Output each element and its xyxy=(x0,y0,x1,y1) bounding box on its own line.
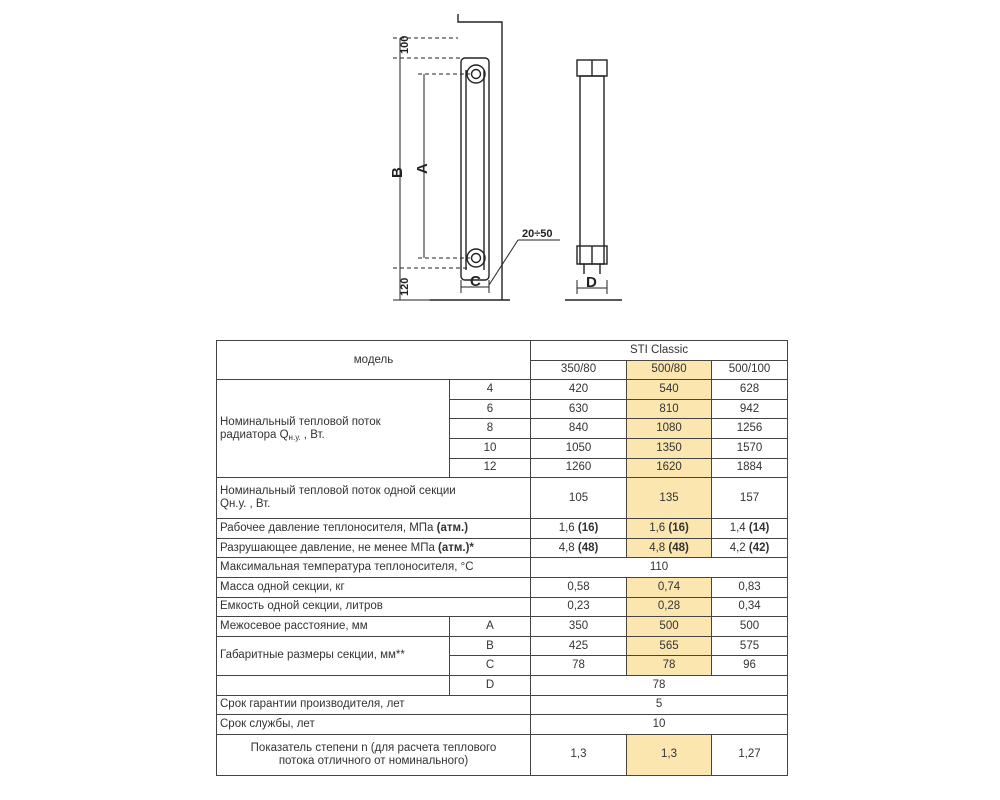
table-cell: 628 xyxy=(712,380,788,400)
heat-flow-label-sub: н.у. xyxy=(288,432,301,442)
model-350-80: 350/80 xyxy=(531,360,627,380)
table-row xyxy=(217,538,788,558)
sections-count: 8 xyxy=(450,419,531,439)
section-flow-label xyxy=(217,478,531,519)
table-cell: 575 xyxy=(712,636,788,656)
radiator-drawing xyxy=(0,0,1000,330)
heat-flow-label-line1: Номинальный тепловой поток xyxy=(220,415,381,428)
capacity-label: Емкость одной секции, литров xyxy=(217,597,531,617)
burst-pressure-label xyxy=(217,538,531,558)
dims-d-key: D xyxy=(450,675,531,695)
sections-count: 12 xyxy=(450,458,531,478)
dim-d-label: D xyxy=(586,274,597,291)
heat-flow-label xyxy=(217,380,450,478)
model-500-80: 500/80 xyxy=(627,360,712,380)
dims-label: Габаритные размеры секции, мм** xyxy=(217,636,450,675)
table-row xyxy=(217,675,788,695)
pressure-mpa: 4,8 xyxy=(558,541,578,554)
dim-gap-label: 20÷50 xyxy=(522,228,553,240)
radiator-section-front xyxy=(461,58,489,280)
table-cell: 0,23 xyxy=(531,597,627,617)
table-cell xyxy=(531,519,627,539)
dims-d-value: 78 xyxy=(531,675,788,695)
service-value: 10 xyxy=(531,715,788,735)
table-cell: 78 xyxy=(627,656,712,676)
table-cell: 0,58 xyxy=(531,577,627,597)
table-row xyxy=(217,380,788,400)
table-row xyxy=(217,734,788,775)
table-row xyxy=(217,558,788,578)
table-cell: 1,3 xyxy=(531,734,627,775)
dim-a-label: A xyxy=(414,163,431,174)
table-cell: 500 xyxy=(712,617,788,637)
table-cell: 425 xyxy=(531,636,627,656)
table-cell: 840 xyxy=(531,419,627,439)
table-cell: 157 xyxy=(712,478,788,519)
service-label: Срок службы, лет xyxy=(217,715,531,735)
table-cell xyxy=(627,519,712,539)
pressure-atm: (16) xyxy=(668,521,689,534)
table-cell: 630 xyxy=(531,399,627,419)
dims-d-blank xyxy=(217,675,450,695)
table-cell: 1256 xyxy=(712,419,788,439)
table-cell: 78 xyxy=(531,656,627,676)
pressure-mpa: 4,2 xyxy=(729,541,749,554)
dim-100-label: 100 xyxy=(399,35,411,54)
pressure-mpa: 1,6 xyxy=(558,521,578,534)
table-cell: 96 xyxy=(712,656,788,676)
dims-c-key: C xyxy=(450,656,531,676)
table-cell: 105 xyxy=(531,478,627,519)
dims-b-key: B xyxy=(450,636,531,656)
mass-label: Масса одной секции, кг xyxy=(217,577,531,597)
table-cell: 0,83 xyxy=(712,577,788,597)
sections-count: 4 xyxy=(450,380,531,400)
table-cell: 810 xyxy=(627,399,712,419)
table-row xyxy=(217,519,788,539)
table-cell: 1080 xyxy=(627,419,712,439)
pressure-atm: (14) xyxy=(748,521,770,534)
pressure-atm: (16) xyxy=(577,521,599,534)
table-row xyxy=(217,478,788,519)
section-flow-label-line2: Qн.у. , Вт. xyxy=(220,498,271,511)
pressure-mpa: 1,4 xyxy=(729,521,749,534)
section-flow-label-line1: Номинальный тепловой поток одной секции xyxy=(220,485,456,498)
warranty-label: Срок гарантии производителя, лет xyxy=(217,695,531,715)
pressure-mpa: 4,8 xyxy=(649,541,669,554)
pressure-atm: (48) xyxy=(577,541,599,554)
table-cell: 1260 xyxy=(531,458,627,478)
header-product: STI Classic xyxy=(531,341,788,361)
table-cell: 1350 xyxy=(627,438,712,458)
axis-label: Межосевое расстояние, мм xyxy=(217,617,450,637)
table-row xyxy=(217,617,788,637)
table-cell: 0,34 xyxy=(712,597,788,617)
model-500-100: 500/100 xyxy=(712,360,788,380)
table-row xyxy=(217,695,788,715)
table-cell: 350 xyxy=(531,617,627,637)
spec-table xyxy=(216,340,788,776)
table-cell xyxy=(712,519,788,539)
pressure-atm: (48) xyxy=(668,541,689,554)
pressure-mpa: 1,6 xyxy=(649,521,669,534)
table-cell xyxy=(531,538,627,558)
dim-b-label: B xyxy=(389,167,406,178)
burst-pressure-label-text: Разрушающее давление, не менее МПа xyxy=(220,541,439,554)
table-cell xyxy=(627,538,712,558)
max-temp-label: Максимальная температура теплоносителя, °С xyxy=(217,558,531,578)
table-cell: 1,27 xyxy=(712,734,788,775)
sections-count: 10 xyxy=(450,438,531,458)
table-cell: 1,3 xyxy=(627,734,712,775)
table-row xyxy=(217,715,788,735)
max-temp-value: 110 xyxy=(531,558,788,578)
heat-flow-label-line2: радиатора Q xyxy=(220,428,289,441)
table-cell: 540 xyxy=(627,380,712,400)
table-cell: 0,28 xyxy=(627,597,712,617)
axis-key: A xyxy=(450,617,531,637)
exponent-label-line1: Показатель степени n (для расчета теплового xyxy=(250,741,497,754)
table-cell: 500 xyxy=(627,617,712,637)
sections-count: 6 xyxy=(450,399,531,419)
table-row xyxy=(217,597,788,617)
pressure-atm: (42) xyxy=(748,541,770,554)
burst-pressure-unit: (атм.)* xyxy=(438,541,474,554)
table-cell: 565 xyxy=(627,636,712,656)
table-cell: 1884 xyxy=(712,458,788,478)
work-pressure-label-text: Рабочее давление теплоносителя, МПа xyxy=(220,521,437,534)
table-cell: 1570 xyxy=(712,438,788,458)
warranty-value: 5 xyxy=(531,695,788,715)
exponent-label xyxy=(217,734,531,775)
header-model: модель xyxy=(217,341,531,380)
table-cell: 135 xyxy=(627,478,712,519)
heat-flow-label-unit: , Вт. xyxy=(300,428,325,441)
table-row xyxy=(217,577,788,597)
exponent-label-line2: потока отличного от номинального) xyxy=(278,754,469,767)
table-row xyxy=(217,341,788,361)
dim-120-label: 120 xyxy=(399,277,411,296)
table-cell: 420 xyxy=(531,380,627,400)
dim-c-label: C xyxy=(470,273,481,290)
table-cell: 1620 xyxy=(627,458,712,478)
work-pressure-label xyxy=(217,519,531,539)
table-cell xyxy=(712,538,788,558)
work-pressure-unit: (атм.) xyxy=(436,521,469,534)
table-cell: 942 xyxy=(712,399,788,419)
table-cell: 1050 xyxy=(531,438,627,458)
table-cell: 0,74 xyxy=(627,577,712,597)
table-row xyxy=(217,636,788,656)
